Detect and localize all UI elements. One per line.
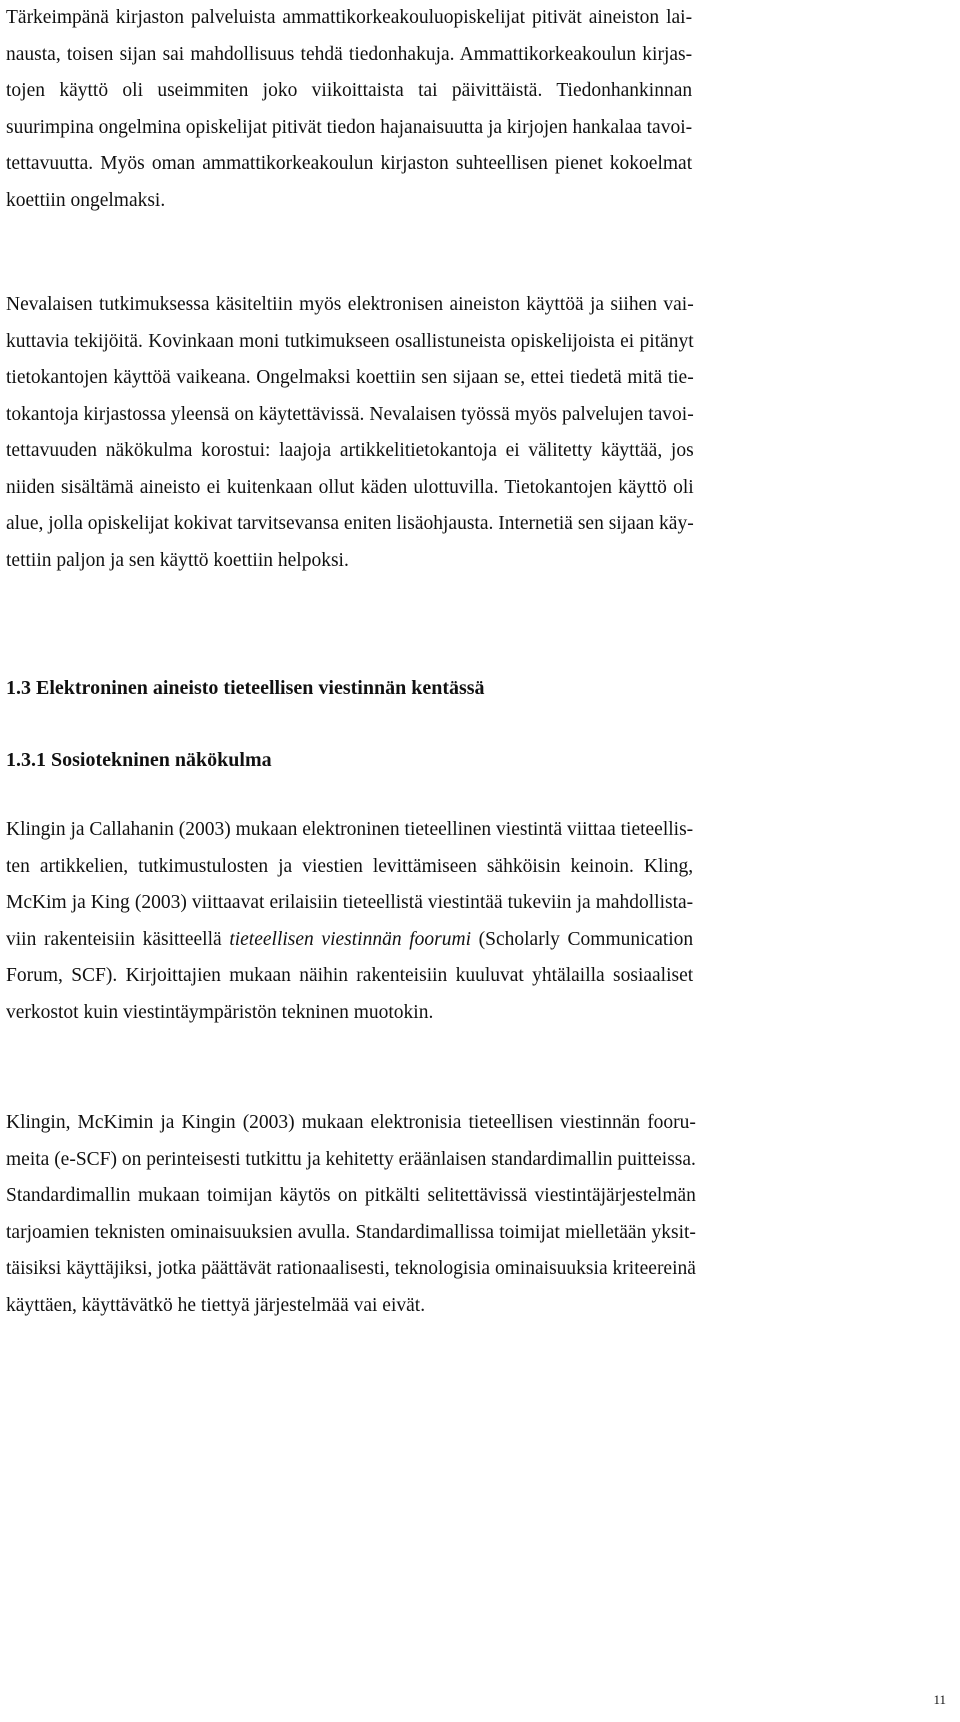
- text-line: kuttavia tekijöitä. Kovinkaan moni tutkimukseen osallistuneista opiskelijoista ei pitänyt: [6, 330, 694, 352]
- subsection-heading: 1.3.1 Sosiotekninen näkökulma: [6, 749, 272, 771]
- paragraph-electronic-material: [6, 287, 694, 579]
- paragraph-standard-model: [6, 1105, 696, 1324]
- text-line: tettiin paljon ja sen käyttö koettiin helpoksi.: [6, 549, 349, 571]
- text-line: nausta, toisen sijan sai mahdollisuus tehdä tiedonhakuja. Ammattikorkeakoulun kirjas-: [6, 43, 693, 65]
- text-line: käyttäen, käyttävätkö he tiettyä järjestelmää vai eivät.: [6, 1294, 426, 1316]
- text-line: tettavuutta. Myös oman ammattikorkeakoulun kirjaston suhteellisen pienet kokoelmat: [6, 153, 693, 174]
- text-line: tojen käyttö oli useimmiten joko viikoittaista tai päivittäistä. Tiedonhankinnan: [6, 80, 693, 101]
- text-line: tietokantojen käyttöä vaikeana. Ongelmaksi koettiin sen sijaan se, ettei tiedetä mitä tie-: [6, 367, 694, 388]
- text-run: viin rakenteisiin käsitteellä: [6, 928, 230, 950]
- text-line: tettavuuden näkökulma korostui: laajoja artikkelitietokantoja ei välitetty käyttää, jos: [6, 440, 694, 461]
- text-line: Tärkeimpänä kirjaston palveluista ammattikorkeakouluopiskelijat pitivät aineiston lai-: [6, 7, 693, 28]
- text-line: koettiin ongelmaksi.: [6, 189, 166, 211]
- text-line: täisiksi käyttäjiksi, jotka päättävät rationaalisesti, teknologisia ominaisuuksia kriteereinä: [6, 1258, 696, 1279]
- text-line: meita (e-SCF) on perinteisesti tutkittu ja kehitetty eräänlaisen standardimallin puitteissa.: [6, 1148, 696, 1170]
- text-line: tarjoamien teknisten ominaisuuksien avulla. Standardimallissa toimijat mielletään yksit-: [6, 1221, 696, 1243]
- text-line: McKim ja King (2003) viittaavat erilaisiin tieteellistä viestintää tukeviin ja mahdollista-: [6, 892, 694, 913]
- text-line: Klingin, McKimin ja Kingin (2003) mukaan elektronisia tieteellisen viestinnän fooru-: [6, 1112, 696, 1133]
- text-line: Standardimallin mukaan toimijan käytös on pitkälti selitettävissä viestintäjärjestelmän: [6, 1185, 696, 1206]
- section-heading: 1.3 Elektroninen aineisto tieteellisen viestinnän kentässä: [6, 677, 485, 699]
- text-line: niiden sisältämä aineisto ei kuitenkaan ollut käden ulottuvilla. Tietokantojen käyttö oli: [6, 476, 694, 498]
- text-line: alue, jolla opiskelijat kokivat tarvitsevansa eniten lisäohjausta. Internetiä sen sijaan käy-: [6, 513, 694, 534]
- italic-term: tieteellisen viestinnän foorumi: [229, 928, 471, 950]
- text-line: Forum, SCF). Kirjoittajien mukaan näihin rakenteisiin kuuluvat yhtälailla sosiaaliset: [6, 965, 694, 986]
- text-line: suurimpina ongelmina opiskelijat pitivät tiedon hajanaisuutta ja kirjojen hankalaa tavoi-: [6, 116, 693, 138]
- text-line: Klingin ja Callahanin (2003) mukaan elektroninen tieteellinen viestintä viittaa tieteellis-: [6, 819, 694, 840]
- text-line: tokantoja kirjastossa yleensä on käytettävissä. Nevalaisen työssä myös palvelujen tavoi-: [6, 403, 694, 425]
- paragraph-scholarly-communication: [6, 812, 693, 1031]
- text-line: ten artikkelien, tutkimustulosten ja viestien levittämiseen sähköisin keinoin. Kling,: [6, 855, 694, 877]
- paragraph-library-services: [6, 0, 692, 219]
- text-run: (Scholarly Communication: [471, 928, 694, 950]
- text-line: Nevalaisen tutkimuksessa käsiteltiin myös elektronisen aineiston käyttöä ja siihen vai-: [6, 294, 694, 315]
- text-line: verkostot kuin viestintäympäristön tekninen muotokin.: [6, 1001, 434, 1023]
- page-number: 11: [933, 1692, 946, 1707]
- text-line: [6, 922, 693, 959]
